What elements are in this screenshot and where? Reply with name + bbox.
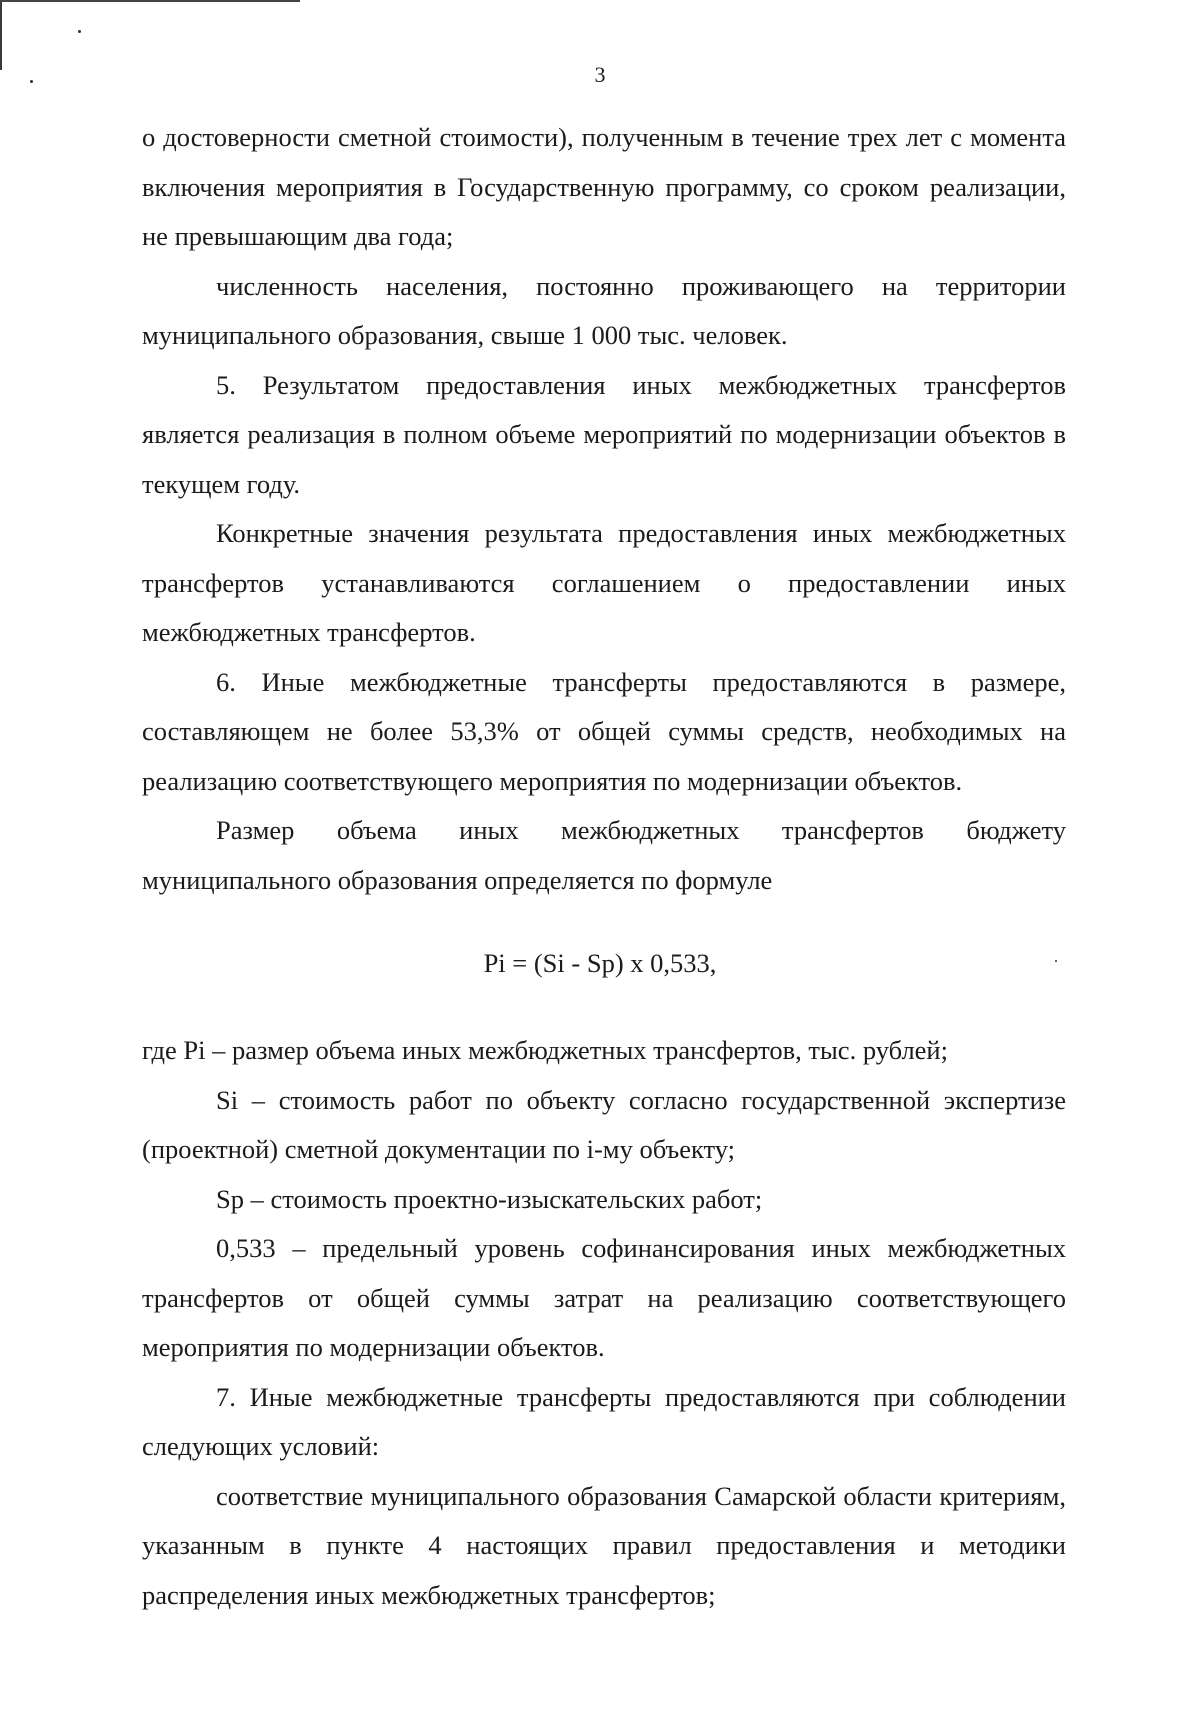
paragraph-si-definition: Si – стоимость работ по объекту согласно государственной экспертизе (проектной) сметной документации по i-му объекту; [142,1084,1066,1164]
scan-top-mark [0,0,300,2]
paragraph-result-values: Конкретные значения результата предоставления иных межбюджетных трансфертов устанавливаются соглашением о предоставлении иных межбюджетных трансфертов. [142,518,1066,647]
paragraph-pi-definition: где Pi – размер объема иных межбюджетных трансфертов, тыс. рублей; [142,1035,948,1065]
paragraph-condition-compliance: соответствие муниципального образования Самарской области критериям, указанным в пункте 4 настоящих правил предоставления и методики распределения иных межбюджетных трансфертов; [142,1480,1066,1610]
scan-speck [78,30,81,33]
scan-edge-mark [0,0,2,70]
paragraph-formula-intro: Размер объема иных межбюджетных трансфертов бюджету муниципального образования определяется по формуле [142,815,1066,895]
paragraph-coefficient-definition: 0,533 – предельный уровень софинансирования иных межбюджетных трансфертов от общей суммы затрат на реализацию соответствующего мероприятия по модернизации объектов. [142,1233,1066,1362]
paragraph-population-criterion: численность населения, постоянно проживающего на территории муниципального образования, свыше 1 000 тыс. человек. [142,270,1066,350]
page-number: 3 [594,62,606,87]
paragraph-continuation: о достоверности сметной стоимости), полученным в течение трех лет с момента включения мероприятия в Государственную программу, со сроком реализации, не превышающим два года; [142,122,1066,251]
text-block-lower [142,1026,1066,1620]
formula: Pi = (Si - Sp) x 0,533, [483,948,717,978]
paragraph-sp-definition: Sp – стоимость проектно-изыскательских работ; [216,1183,763,1214]
paragraph-item-6: 6. Иные межбюджетные трансферты предоставляются в размере, составляющем не более 53,3% от общей суммы средств, необходимых на реализацию соответствующего мероприятия по модернизации объектов. [142,666,1066,796]
paragraph-item-7: 7. Иные межбюджетные трансферты предоставляются при соблюдении следующих условий: [142,1381,1066,1461]
paragraph-item-5: 5. Результатом предоставления иных межбюджетных трансфертов является реализация в полном объеме мероприятий по модернизации объектов в текущем году. [142,369,1066,499]
text-block-upper [142,113,1066,905]
